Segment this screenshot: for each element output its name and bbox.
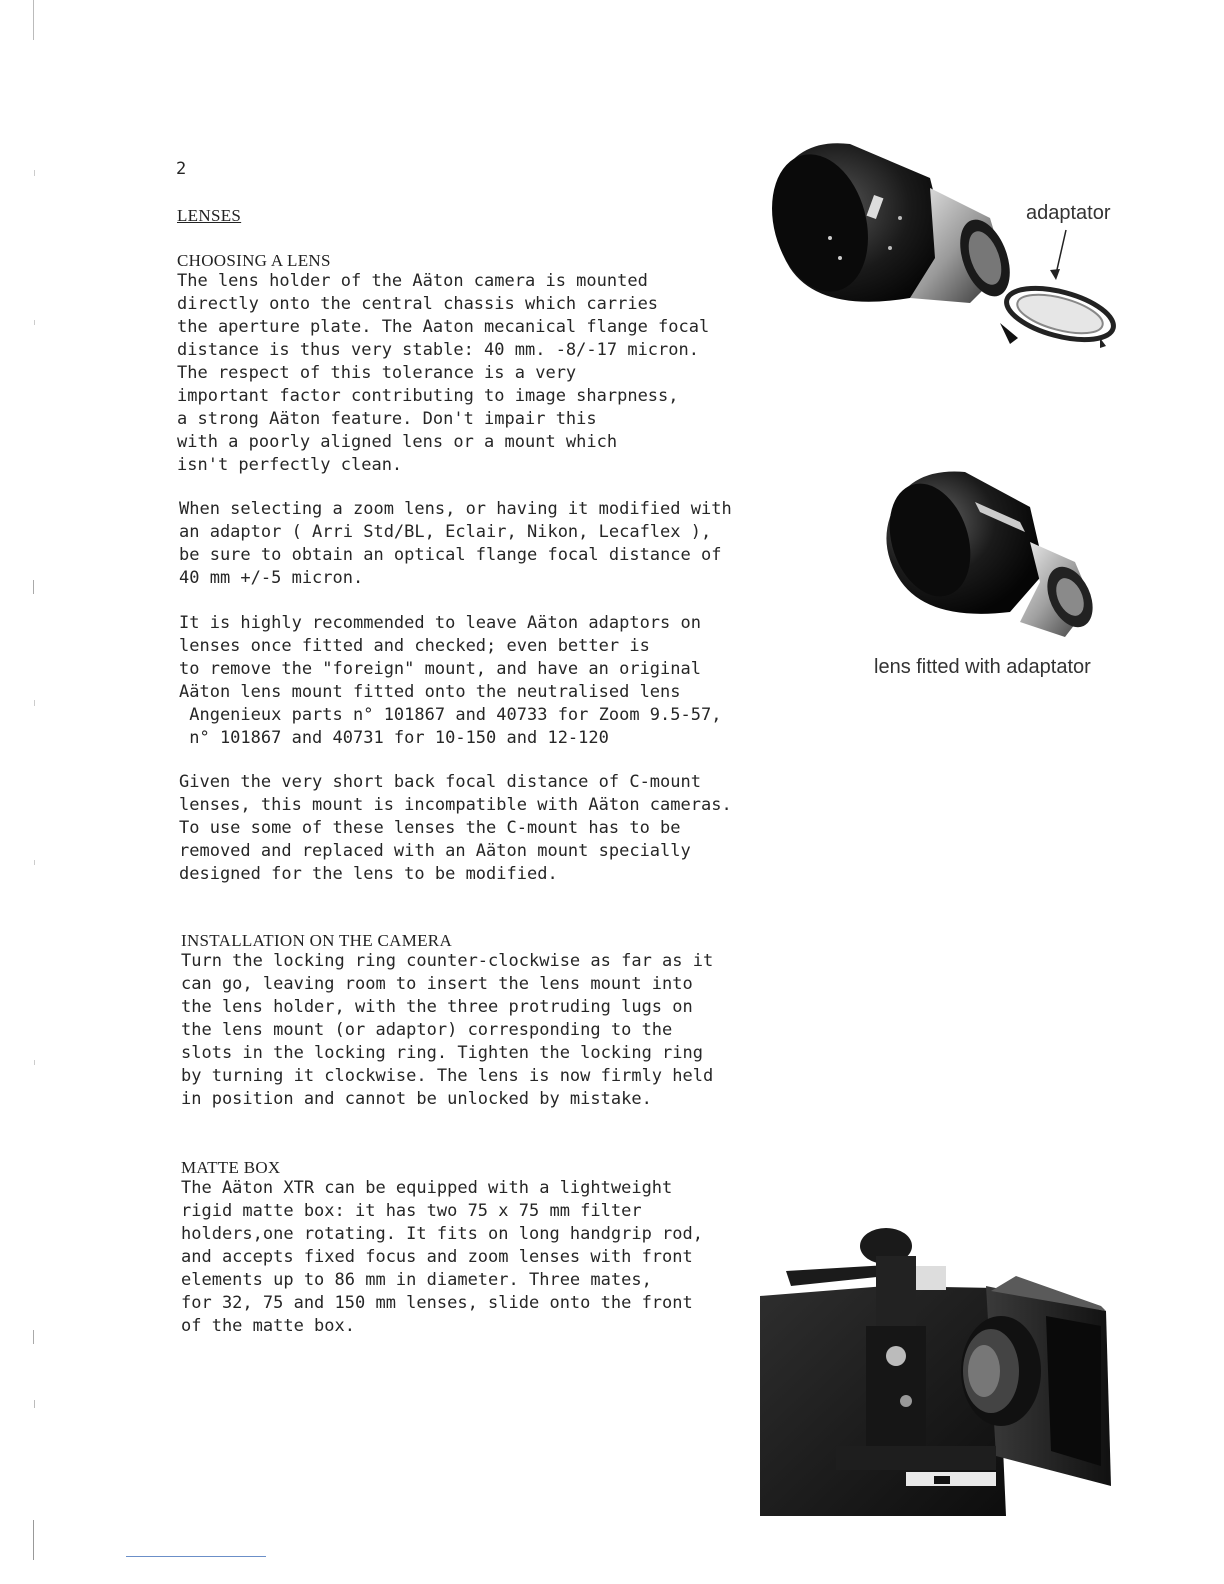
camera-matte-box-photo <box>756 1216 1116 1516</box>
text-line: lenses once fitted and checked; even better is <box>179 636 650 656</box>
text-line: the aperture plate. The Aaton mecanical flange focal <box>177 317 710 337</box>
installation-section <box>181 931 713 1111</box>
installation-paragraph <box>181 950 713 1111</box>
matte-box-paragraph <box>181 1177 703 1338</box>
text-line: the lens mount (or adaptor) corresponding to the <box>181 1020 673 1040</box>
text-line: and accepts fixed focus and zoom lenses with front <box>181 1247 693 1267</box>
text-line: removed and replaced with an Aäton mount specially <box>179 841 691 861</box>
choosing-paragraph-4 <box>179 771 732 886</box>
text-line: It is highly recommended to leave Aäton adaptors on <box>179 613 701 633</box>
text-line: elements up to 86 mm in diameter. Three mates, <box>181 1270 652 1290</box>
scan-margin-marks <box>30 0 38 1584</box>
text-line: isn't perfectly clean. <box>177 455 403 475</box>
text-line: designed for the lens to be modified. <box>179 864 558 884</box>
page-number: 2 <box>176 159 187 179</box>
text-line: for 32, 75 and 150 mm lenses, slide onto the front <box>181 1293 693 1313</box>
bottom-rule <box>126 1556 266 1557</box>
choosing-section <box>177 251 709 477</box>
text-line: Given the very short back focal distance of C-mount <box>179 772 701 792</box>
lens-adaptator-photo <box>760 138 1120 360</box>
text-line: the lens holder, with the three protruding lugs on <box>181 997 693 1017</box>
text-line: Aäton lens mount fitted onto the neutralised lens <box>179 682 681 702</box>
adaptator-label: adaptator <box>1026 202 1111 224</box>
text-line: by turning it clockwise. The lens is now firmly held <box>181 1066 714 1086</box>
text-line: directly onto the central chassis which carries <box>177 294 659 314</box>
lens-fitted-caption: lens fitted with adaptator <box>874 656 1091 678</box>
text-line: The respect of this tolerance is a very <box>177 363 577 383</box>
text-line: The Aäton XTR can be equipped with a lightweight <box>181 1178 673 1198</box>
text-line: distance is thus very stable: 40 mm. -8/-17 micron. <box>177 340 699 360</box>
text-line: rigid matte box: it has two 75 x 75 mm filter <box>181 1201 642 1221</box>
text-line: 40 mm +/-5 micron. <box>179 568 364 588</box>
choosing-paragraph-2 <box>179 498 732 590</box>
choosing-paragraph-1 <box>177 270 709 477</box>
text-line: Angenieux parts n° 101867 and 40733 for Zoom 9.5-57, <box>179 705 722 725</box>
matte-box-section <box>181 1158 703 1338</box>
text-line: lenses, this mount is incompatible with Aäton cameras. <box>179 795 732 815</box>
text-line: a strong Aäton feature. Don't impair this <box>177 409 597 429</box>
text-line: The lens holder of the Aäton camera is mounted <box>177 271 648 291</box>
text-line: with a poorly aligned lens or a mount which <box>177 432 618 452</box>
text-line: of the matte box. <box>181 1316 355 1336</box>
section-title: LENSES <box>177 206 242 225</box>
text-line: When selecting a zoom lens, or having it modified with <box>179 499 732 519</box>
text-line: an adaptor ( Arri Std/BL, Eclair, Nikon, Lecaflex ), <box>179 522 712 542</box>
text-line: slots in the locking ring. Tighten the locking ring <box>181 1043 703 1063</box>
text-line: be sure to obtain an optical flange focal distance of <box>179 545 722 565</box>
text-line: can go, leaving room to insert the lens mount into <box>181 974 693 994</box>
text-line: in position and cannot be unlocked by mistake. <box>181 1089 652 1109</box>
matte-box-heading: MATTE BOX <box>181 1158 281 1177</box>
text-line: holders,one rotating. It fits on long handgrip rod, <box>181 1224 703 1244</box>
text-line: important factor contributing to image sharpness, <box>177 386 679 406</box>
text-line: Turn the locking ring counter-clockwise as far as it <box>181 951 714 971</box>
adaptator-pointer-arrow <box>1056 230 1066 274</box>
choosing-heading: CHOOSING A LENS <box>177 251 331 270</box>
text-line: n° 101867 and 40731 for 10-150 and 12-120 <box>179 728 609 748</box>
text-line: to remove the "foreign" mount, and have an original <box>179 659 701 679</box>
lens-fitted-photo <box>880 462 1100 647</box>
installation-heading: INSTALLATION ON THE CAMERA <box>181 931 453 950</box>
text-line: To use some of these lenses the C-mount has to be <box>179 818 681 838</box>
choosing-paragraph-3 <box>179 612 721 750</box>
